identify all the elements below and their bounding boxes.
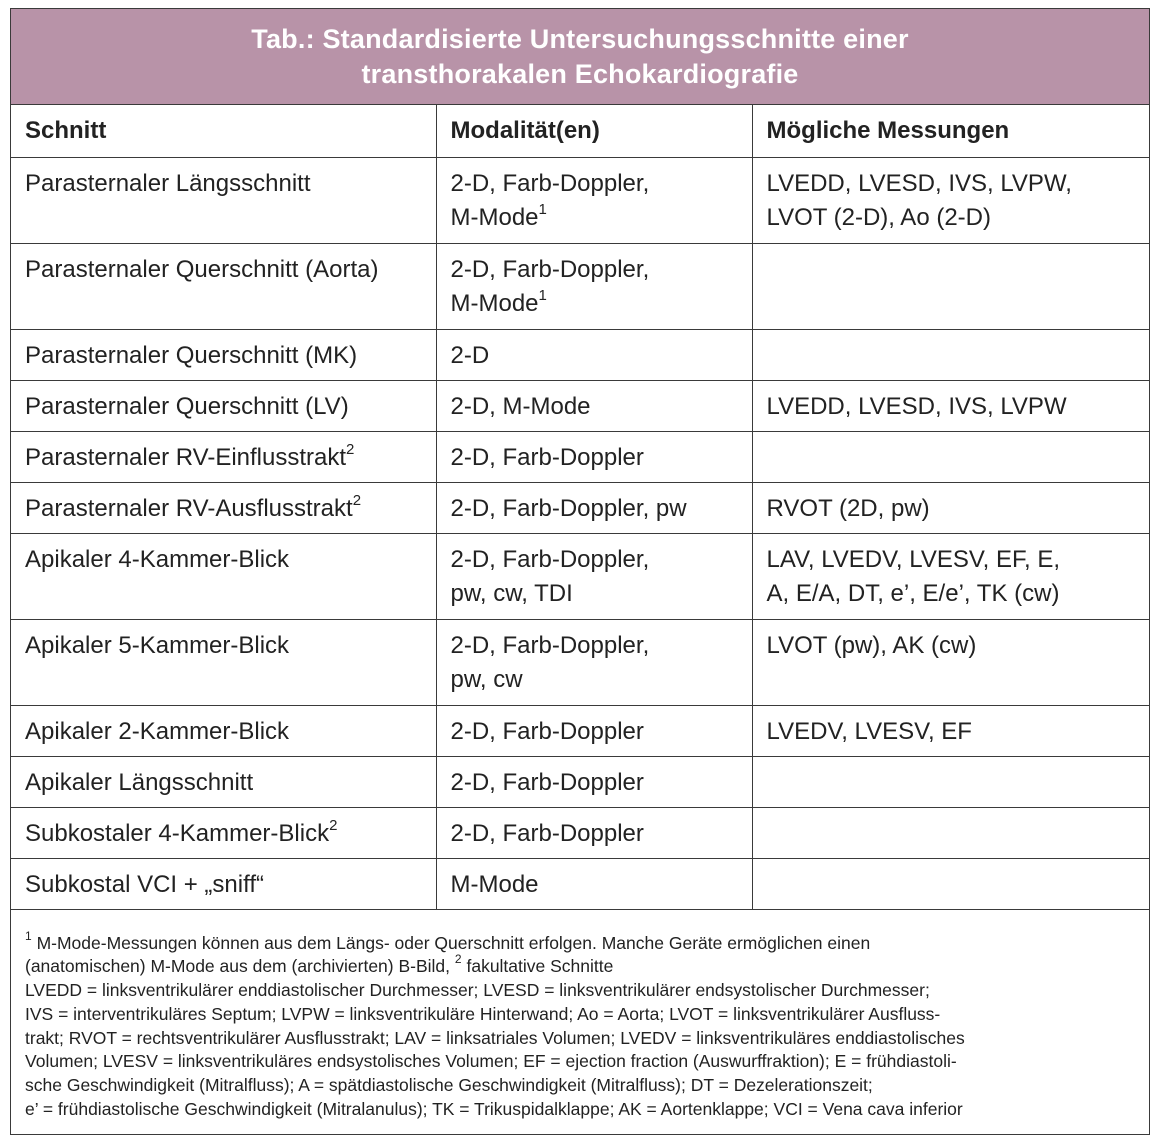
modalitaet-line-2: pw, cw [450, 665, 523, 693]
modalitaet-line-2: pw, cw, TDI [450, 579, 573, 607]
table-row [11, 157, 1149, 243]
table-row [11, 705, 1149, 756]
abbreviation-line: e’ = frühdiastolische Geschwindigkeit (Mitralanulus); TK = Trikuspidalklappe; AK = Aortenklappe; VCI = Vena cava inferior [25, 1099, 963, 1120]
modalitaet-line-2-wrap [451, 663, 738, 697]
messung-line-2: LVOT (2-D), Ao (2-D) [766, 203, 991, 231]
header-modalitaeten: Modalität(en) [436, 105, 752, 157]
cell-schnitt [11, 807, 436, 858]
schnitt-text: Subkostaler 4-Kammer-Blick [25, 819, 330, 847]
footnotes [11, 910, 1149, 1122]
cell-schnitt [11, 705, 436, 756]
modalitaet-line-2-wrap [451, 201, 738, 235]
cell-schnitt [11, 482, 436, 533]
cell-modalitaeten [436, 619, 752, 705]
footnote-1-text: M-Mode-Messungen können aus dem Längs- oder Querschnitt erfolgen. Manche Geräte ermöglichen einen [36, 932, 871, 953]
table-row [11, 533, 1149, 619]
title-line-1: Tab.: Standardisierte Untersuchungsschnitte einer [251, 23, 909, 54]
cell-modalitaeten [436, 243, 752, 329]
modalitaet-line-1: 2-D, Farb-Doppler [450, 717, 644, 745]
schnitt-text: Parasternaler Längsschnitt [25, 169, 311, 197]
cell-modalitaeten [436, 157, 752, 243]
modalitaet-line-1: 2-D, Farb-Doppler, [450, 169, 650, 197]
modalitaet-line-1: 2-D, Farb-Doppler [450, 819, 644, 847]
cell-messungen [752, 705, 1149, 756]
schnitt-text: Parasternaler Querschnitt (Aorta) [25, 255, 379, 283]
table-row [11, 807, 1149, 858]
cell-modalitaeten [436, 756, 752, 807]
schnitt-text: Parasternaler RV-Einflusstrakt [25, 443, 347, 471]
cell-messungen [752, 329, 1149, 380]
cell-messungen [752, 431, 1149, 482]
cell-schnitt [11, 431, 436, 482]
cell-messungen [752, 157, 1149, 243]
table-row [11, 858, 1149, 909]
messung-line-1: RVOT (2D, pw) [766, 494, 930, 522]
cell-schnitt [11, 380, 436, 431]
schnitt-text: Parasternaler Querschnitt (MK) [25, 341, 358, 369]
messung-line-1: LVEDD, LVESD, IVS, LVPW, [766, 169, 1072, 197]
abbreviations [25, 979, 1135, 1122]
schnitt-text: Apikaler Längsschnitt [25, 768, 254, 796]
table-row [11, 756, 1149, 807]
messung-line-1: LAV, LVEDV, LVESV, EF, E, [766, 545, 1061, 573]
cell-modalitaeten [436, 431, 752, 482]
schnitt-text: Parasternaler Querschnitt (LV) [25, 392, 349, 420]
modalitaet-line-1: 2-D, Farb-Doppler, pw [450, 494, 687, 522]
cell-messungen [752, 243, 1149, 329]
table-row [11, 482, 1149, 533]
messung-line-2: A, E/A, DT, e’, E/e’, TK (cw) [766, 579, 1060, 607]
title-line-2: transthorakalen Echokardiografie [361, 58, 799, 89]
table-figure [10, 8, 1150, 1135]
schnitt-footnote-mark: 2 [329, 816, 338, 834]
messung-line-1: LVOT (pw), AK (cw) [766, 631, 977, 659]
modalitaet-line-2-wrap [451, 577, 738, 611]
cell-schnitt [11, 243, 436, 329]
cell-schnitt [11, 619, 436, 705]
table-title [11, 9, 1149, 105]
modalitaet-footnote-mark: 1 [538, 200, 547, 218]
footnote-1 [25, 928, 1135, 956]
cell-messungen [752, 756, 1149, 807]
cell-messungen [752, 533, 1149, 619]
cell-messungen [752, 380, 1149, 431]
cell-schnitt [11, 858, 436, 909]
cell-messungen [752, 807, 1149, 858]
footnote-2-mark: 2 [454, 952, 462, 967]
footnote-1-mark: 1 [25, 928, 32, 943]
cell-messungen [752, 482, 1149, 533]
cell-schnitt [11, 756, 436, 807]
abbreviation-line: IVS = interventrikuläres Septum; LVPW = linksventrikuläre Hinterwand; Ao = Aorta; LVOT = linksventrikulärer Ausfluss- [25, 1003, 941, 1024]
modalitaet-line-1: 2-D, Farb-Doppler, [450, 255, 650, 283]
cell-modalitaeten [436, 380, 752, 431]
schnitt-text: Subkostal VCI + „sniff“ [25, 870, 264, 898]
abbreviation-line: trakt; RVOT = rechtsventrikulärer Ausflusstrakt; LAV = linksatriales Volumen; LVEDV = linksventrikuläres enddiastolisches [25, 1027, 965, 1048]
schnitt-footnote-mark: 2 [346, 440, 355, 458]
schnitt-text: Apikaler 5-Kammer-Blick [25, 631, 290, 659]
table-row [11, 329, 1149, 380]
modalitaet-line-1: 2-D, Farb-Doppler, [450, 631, 650, 659]
header-row [11, 105, 1149, 157]
header-messungen: Mögliche Messungen [752, 105, 1149, 157]
cell-schnitt [11, 533, 436, 619]
footnote-1-continued [25, 952, 1135, 979]
cell-modalitaeten [436, 329, 752, 380]
cell-messungen [752, 619, 1149, 705]
modalitaet-line-1: M-Mode [450, 870, 539, 898]
modalitaet-line-1: 2-D, M-Mode [450, 392, 591, 420]
table-row [11, 243, 1149, 329]
cell-modalitaeten [436, 807, 752, 858]
messung-line-1: LVEDD, LVESD, IVS, LVPW [766, 392, 1067, 420]
cell-modalitaeten [436, 858, 752, 909]
abbreviation-line: LVEDD = linksventrikulärer enddiastolischer Durchmesser; LVESD = linksventrikulärer endsystolischer Durchmesser; [25, 980, 930, 1001]
schnitt-footnote-mark: 2 [352, 491, 362, 509]
schnitt-text: Apikaler 2-Kammer-Blick [25, 717, 290, 745]
modalitaet-line-2-wrap [451, 287, 738, 321]
footnote-1-text-2: (anatomischen) M-Mode aus dem (archivierten) B-Bild, [25, 956, 451, 977]
cell-modalitaeten [436, 533, 752, 619]
abbreviation-line: sche Geschwindigkeit (Mitralfluss); A = spätdiastolische Geschwindigkeit (Mitralfluss); DT = Dezelerationszeit; [25, 1075, 873, 1096]
cell-schnitt [11, 329, 436, 380]
modalitaet-line-2: M-Mode [450, 203, 539, 231]
modalitaet-line-1: 2-D, Farb-Doppler, [450, 545, 650, 573]
schnitt-text: Parasternaler RV-Ausflusstrakt [25, 494, 353, 522]
cell-messungen [752, 858, 1149, 909]
header-schnitt: Schnitt [11, 105, 436, 157]
modalitaet-line-2: M-Mode [450, 289, 539, 317]
cell-schnitt [11, 157, 436, 243]
modalitaet-line-1: 2-D, Farb-Doppler [450, 443, 644, 471]
modalitaet-footnote-mark: 1 [538, 286, 547, 304]
messung-line-1: LVEDV, LVESV, EF [766, 717, 972, 745]
table-row [11, 431, 1149, 482]
modalitaet-line-1: 2-D, Farb-Doppler [450, 768, 644, 796]
schnitt-text: Apikaler 4-Kammer-Blick [25, 545, 290, 573]
cell-modalitaeten [436, 482, 752, 533]
data-table [11, 105, 1149, 910]
cell-modalitaeten [436, 705, 752, 756]
footnote-2-text: fakultative Schnitte [466, 956, 614, 977]
table-row [11, 619, 1149, 705]
modalitaet-line-1: 2-D [450, 341, 490, 369]
table-row [11, 380, 1149, 431]
abbreviation-line: Volumen; LVESV = linksventrikuläres endsystolisches Volumen; EF = ejection fraction (Auswurffraktion); E = frühdiastoli- [25, 1051, 957, 1072]
